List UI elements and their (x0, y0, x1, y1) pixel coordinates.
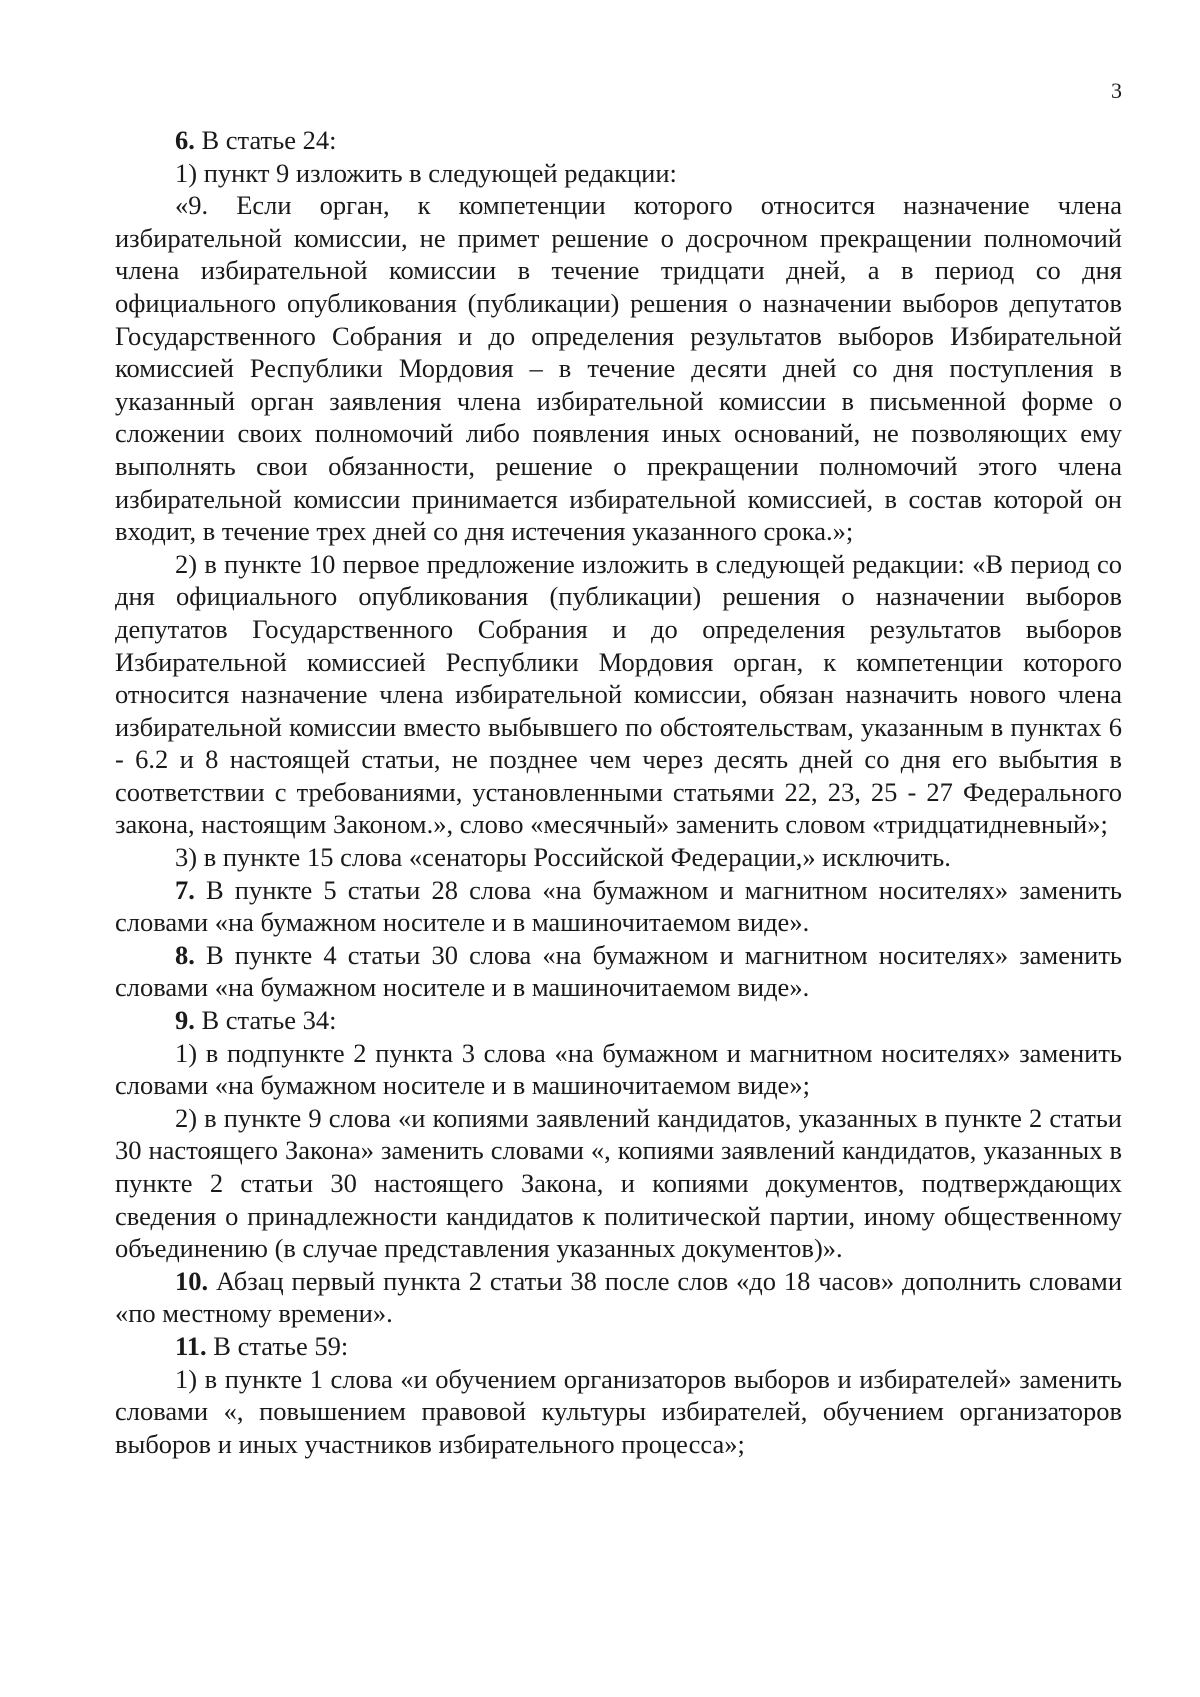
item-number: 10. (175, 1265, 209, 1296)
document-body (115, 124, 1122, 1460)
paragraph-text: 1) в пункте 1 слова «и обучением организаторов выборов и избирателей» заменить словами «, повышением правовой культуры избирателей, обучением организаторов выборов и иных участников избирательного процесса»; (115, 1363, 1122, 1459)
paragraph-text: «9. Если орган, к компетенции которого относится назначение члена избирательной комиссии, не примет решение о досрочном прекращении полномочий члена избирательной комиссии в течение тридцати дней, а в период со дня официального опубликования (публикации) решения о назначении выборов депутатов Государственного Собрания и до определения результатов выборов Избирательной комиссией Республики Мордовия – в течение десяти дней со дня поступления в указанный орган заявления члена избирательной комиссии в письменной форме о сложении своих полномочий либо появления иных оснований, не позволяющих ему выполнять свои обязанности, решение о прекращении полномочий этого члена избирательной комиссии принимается избирательной комиссией, в состав которой он входит, в течение трех дней со дня истечения указанного срока.»; (115, 190, 1122, 547)
paragraph-text: 3) в пункте 15 слова «сенаторы Российской Федерации,» исключить. (175, 842, 951, 873)
paragraph-text: 1) в подпункте 2 пункта 3 слова «на бумажном и магнитном носителях» заменить словами «на бумажном носителе и в машиночитаемом виде»; (115, 1037, 1122, 1101)
paragraph-item-10 (115, 1265, 1122, 1330)
subitem-59-1 (115, 1363, 1122, 1461)
paragraph-text: В пункте 5 статьи 28 слова «на бумажном и магнитном носителях» заменить словами «на бумажном носителе и в машиночитаемом виде». (115, 874, 1122, 938)
paragraph-text: Абзац первый пункта 2 статьи 38 после слов «до 18 часов» дополнить словами «по местному времени». (115, 1265, 1122, 1329)
paragraph-text: В статье 59: (206, 1330, 349, 1361)
item-number: 11. (175, 1330, 207, 1361)
item-number: 6. (175, 125, 195, 155)
paragraph-item-11 (115, 1330, 1122, 1363)
paragraph-text: 1) пункт 9 изложить в следующей редакции: (175, 157, 677, 188)
item-number: 8. (175, 939, 195, 970)
item-number: 7. (175, 874, 195, 905)
paragraph-item-6 (115, 124, 1122, 157)
paragraph-item-9 (115, 1004, 1122, 1037)
paragraph-item-7 (115, 874, 1122, 939)
paragraph-text: 2) в пункте 9 слова «и копиями заявлений кандидатов, указанных в пункте 2 статьи 30 настоящего Закона» заменить словами «, копиями заявлений кандидатов, указанных в пункте 2 статьи 30 настоящего Закона, и копиями документов, подтверждающих сведения о принадлежности кандидатов к политической партии, иному общественному объединению (в случае представления указанных документов)». (115, 1102, 1122, 1264)
subitem-34-1 (115, 1037, 1122, 1102)
subitem-34-2 (115, 1102, 1122, 1265)
page-number: 3 (1111, 78, 1122, 103)
paragraph-item-8 (115, 939, 1122, 1004)
subitem-24-2 (115, 548, 1122, 841)
paragraph-text: В статье 34: (194, 1005, 337, 1036)
paragraph-text: В пункте 4 статьи 30 слова «на бумажном и магнитном носителях» заменить словами «на бумажном носителе и в машиночитаемом виде». (115, 939, 1122, 1003)
item-number: 9. (175, 1005, 195, 1036)
subitem-24-1 (115, 157, 1122, 190)
subitem-24-3 (115, 841, 1122, 874)
quoted-point-9 (115, 189, 1122, 548)
paragraph-text: В статье 24: (194, 125, 337, 155)
paragraph-text: 2) в пункте 10 первое предложение изложить в следующей редакции: «В период со дня официального опубликования (публикации) решения о назначении выборов депутатов Государственного Собрания и до определения результатов выборов Избирательной комиссией Республики Мордовия орган, к компетенции которого относится назначение члена избирательной комиссии, обязан назначить нового члена избирательной комиссии вместо выбывшего по обстоятельствам, указанным в пунктах 6 - 6.2 и 8 настоящей статьи, не позднее чем через десять дней со дня его выбытия в соответствии с требованиями, установленными статьями 22, 23, 25 - 27 Федерального закона, настоящим Законом.», слово «месячный» заменить словом «тридцатидневный»; (115, 548, 1122, 840)
